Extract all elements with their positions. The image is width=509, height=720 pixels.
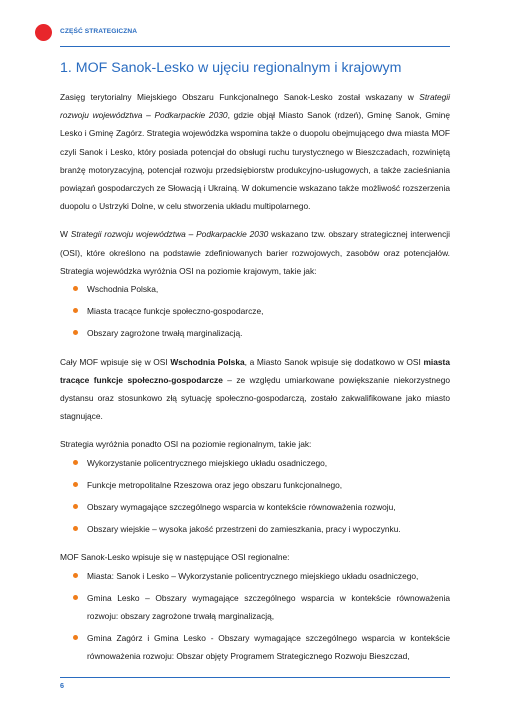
section-dot-icon (35, 24, 52, 41)
paragraph-5: MOF Sanok-Lesko wpisuje się w następujące OSI regionalne: (60, 552, 290, 563)
text: , a Miasto Sanok wpisuje się dodatkowo w OSI (244, 356, 424, 367)
list-item (60, 589, 450, 625)
bullet-icon (73, 595, 78, 600)
paragraph-2 (60, 225, 450, 280)
list-item-text: Wykorzystanie policentrycznego miejskiego układu osadniczego, (87, 457, 328, 468)
bullet-icon (73, 573, 78, 578)
list-item (60, 302, 450, 320)
text: Zasięg terytorialny Miejskiego Obszaru Funkcjonalnego Sanok-Lesko został wskazany w (60, 92, 420, 102)
list-item (60, 520, 450, 538)
list-item-text: Miasta: Sanok i Lesko – Wykorzystanie policentrycznego miejskiego układu osadniczego, (87, 570, 419, 581)
paragraph-4: Strategia wyróżnia ponadto OSI na poziomie regionalnym, takie jak: (60, 439, 312, 450)
bullet-icon (73, 330, 78, 335)
list-item (60, 324, 450, 342)
list-item (60, 567, 450, 585)
text: W (60, 229, 71, 240)
footer-rule (60, 677, 450, 678)
list-item-text: Gmina Zagórz i Gmina Lesko - Obszary wymagające szczególnego wsparcia w kontekście równoważenia rozwoju: Obszar objęty Programem Strategicznego Rozwoju Bieszczad, (87, 633, 450, 662)
paragraph-1 (60, 88, 450, 215)
list-item (60, 498, 450, 516)
list-item-text: Funkcje metropolitalne Rzeszowa oraz jego obszaru funkcjonalnego, (87, 479, 343, 490)
bullet-icon (73, 308, 78, 313)
list-item-text: Obszary zagrożone trwałą marginalizacją. (87, 328, 243, 339)
text: – ze względu umiarkowane powiększanie niekorzystnego dystansu oraz stosunkowo złą sytuację społeczno-gospodarczą, zostało zakwalifikowane jako miasto stagnujące. (60, 374, 451, 422)
regional-osi-list (60, 454, 450, 539)
paragraph-3 (60, 353, 450, 426)
list-item (60, 280, 450, 298)
bullet-icon (73, 482, 78, 487)
bullet-icon (73, 286, 78, 291)
list-item-text: Obszary wiejskie – wysoka jakość przestrzeni do zamieszkania, pracy i wypoczynku. (87, 524, 401, 535)
list-item-text: Gmina Lesko – Obszary wymagające szczególnego wsparcia w kontekście równoważenia rozwoju: obszary zagrożone trwałą marginalizacją, (87, 592, 450, 622)
list-item (60, 629, 450, 665)
list-item-text: Wschodnia Polska, (87, 284, 159, 295)
national-osi-list (60, 280, 450, 343)
list-item-text: Miasta tracące funkcje społeczno-gospodarcze, (87, 306, 264, 317)
document-title-italic: Strategii rozwoju województwa – Podkarpackie 2030 (60, 92, 450, 121)
page-number: 6 (60, 681, 64, 690)
list-item-text: Obszary wymagające szczególnego wsparcia w kontekście równoważenia rozwoju, (87, 502, 396, 513)
bullet-icon (73, 504, 78, 509)
bold-term: Wschodnia Polska (170, 356, 245, 367)
document-title-italic: Strategii rozwoju województwa – Podkarpackie 2030 (70, 229, 269, 240)
chapter-title: 1. MOF Sanok-Lesko w ujęciu regionalnym i krajowym (60, 60, 402, 76)
list-item (60, 454, 450, 472)
page-content (60, 88, 450, 666)
text: wskazano tzw. obszary strategicznej interwencji (OSI), które określono na podstawie zdefiniowanych barier rozwojowych, zasobów oraz potencjałów. Strategia wojewódzka wyróżnia OSI na poziomie krajowym, takie jak: (60, 229, 450, 276)
bold-term: miasta tracące funkcje społeczno-gospodarcze (60, 356, 450, 385)
text: Cały MOF wpisuje się w OSI (60, 356, 171, 367)
text: , gdzie objął Miasto Sanok (rdzeń), Gminę Sanok, Gminę Lesko i Gminę Zagórz. Strategia wojewódzka wspomina także o duopolu obejmującego dwa miasta MOF czyli Sanok i Lesko, który posiada potencjał do obsługi ruchu turystycznego w Bieszczadach, rozwiniętą branżę motoryzacyjną, potencjał rozwoju przedsiębiorstw produkcyjno-usługowych, a także zacieśniania powiązań gospodarczych ze Słowacją i Ukrainą. W dokumencie wskazano także możliwość rozszerzenia duopolu o Ustrzyki Dolne, w celu stworzenia układu multipolarnego. (60, 110, 450, 212)
list-item (60, 476, 450, 494)
bullet-icon (73, 460, 78, 465)
bullet-icon (73, 526, 78, 531)
section-label: CZĘŚĆ STRATEGICZNA (60, 28, 138, 35)
mof-osi-list (60, 567, 450, 666)
header-rule (60, 46, 450, 47)
bullet-icon (73, 635, 78, 640)
